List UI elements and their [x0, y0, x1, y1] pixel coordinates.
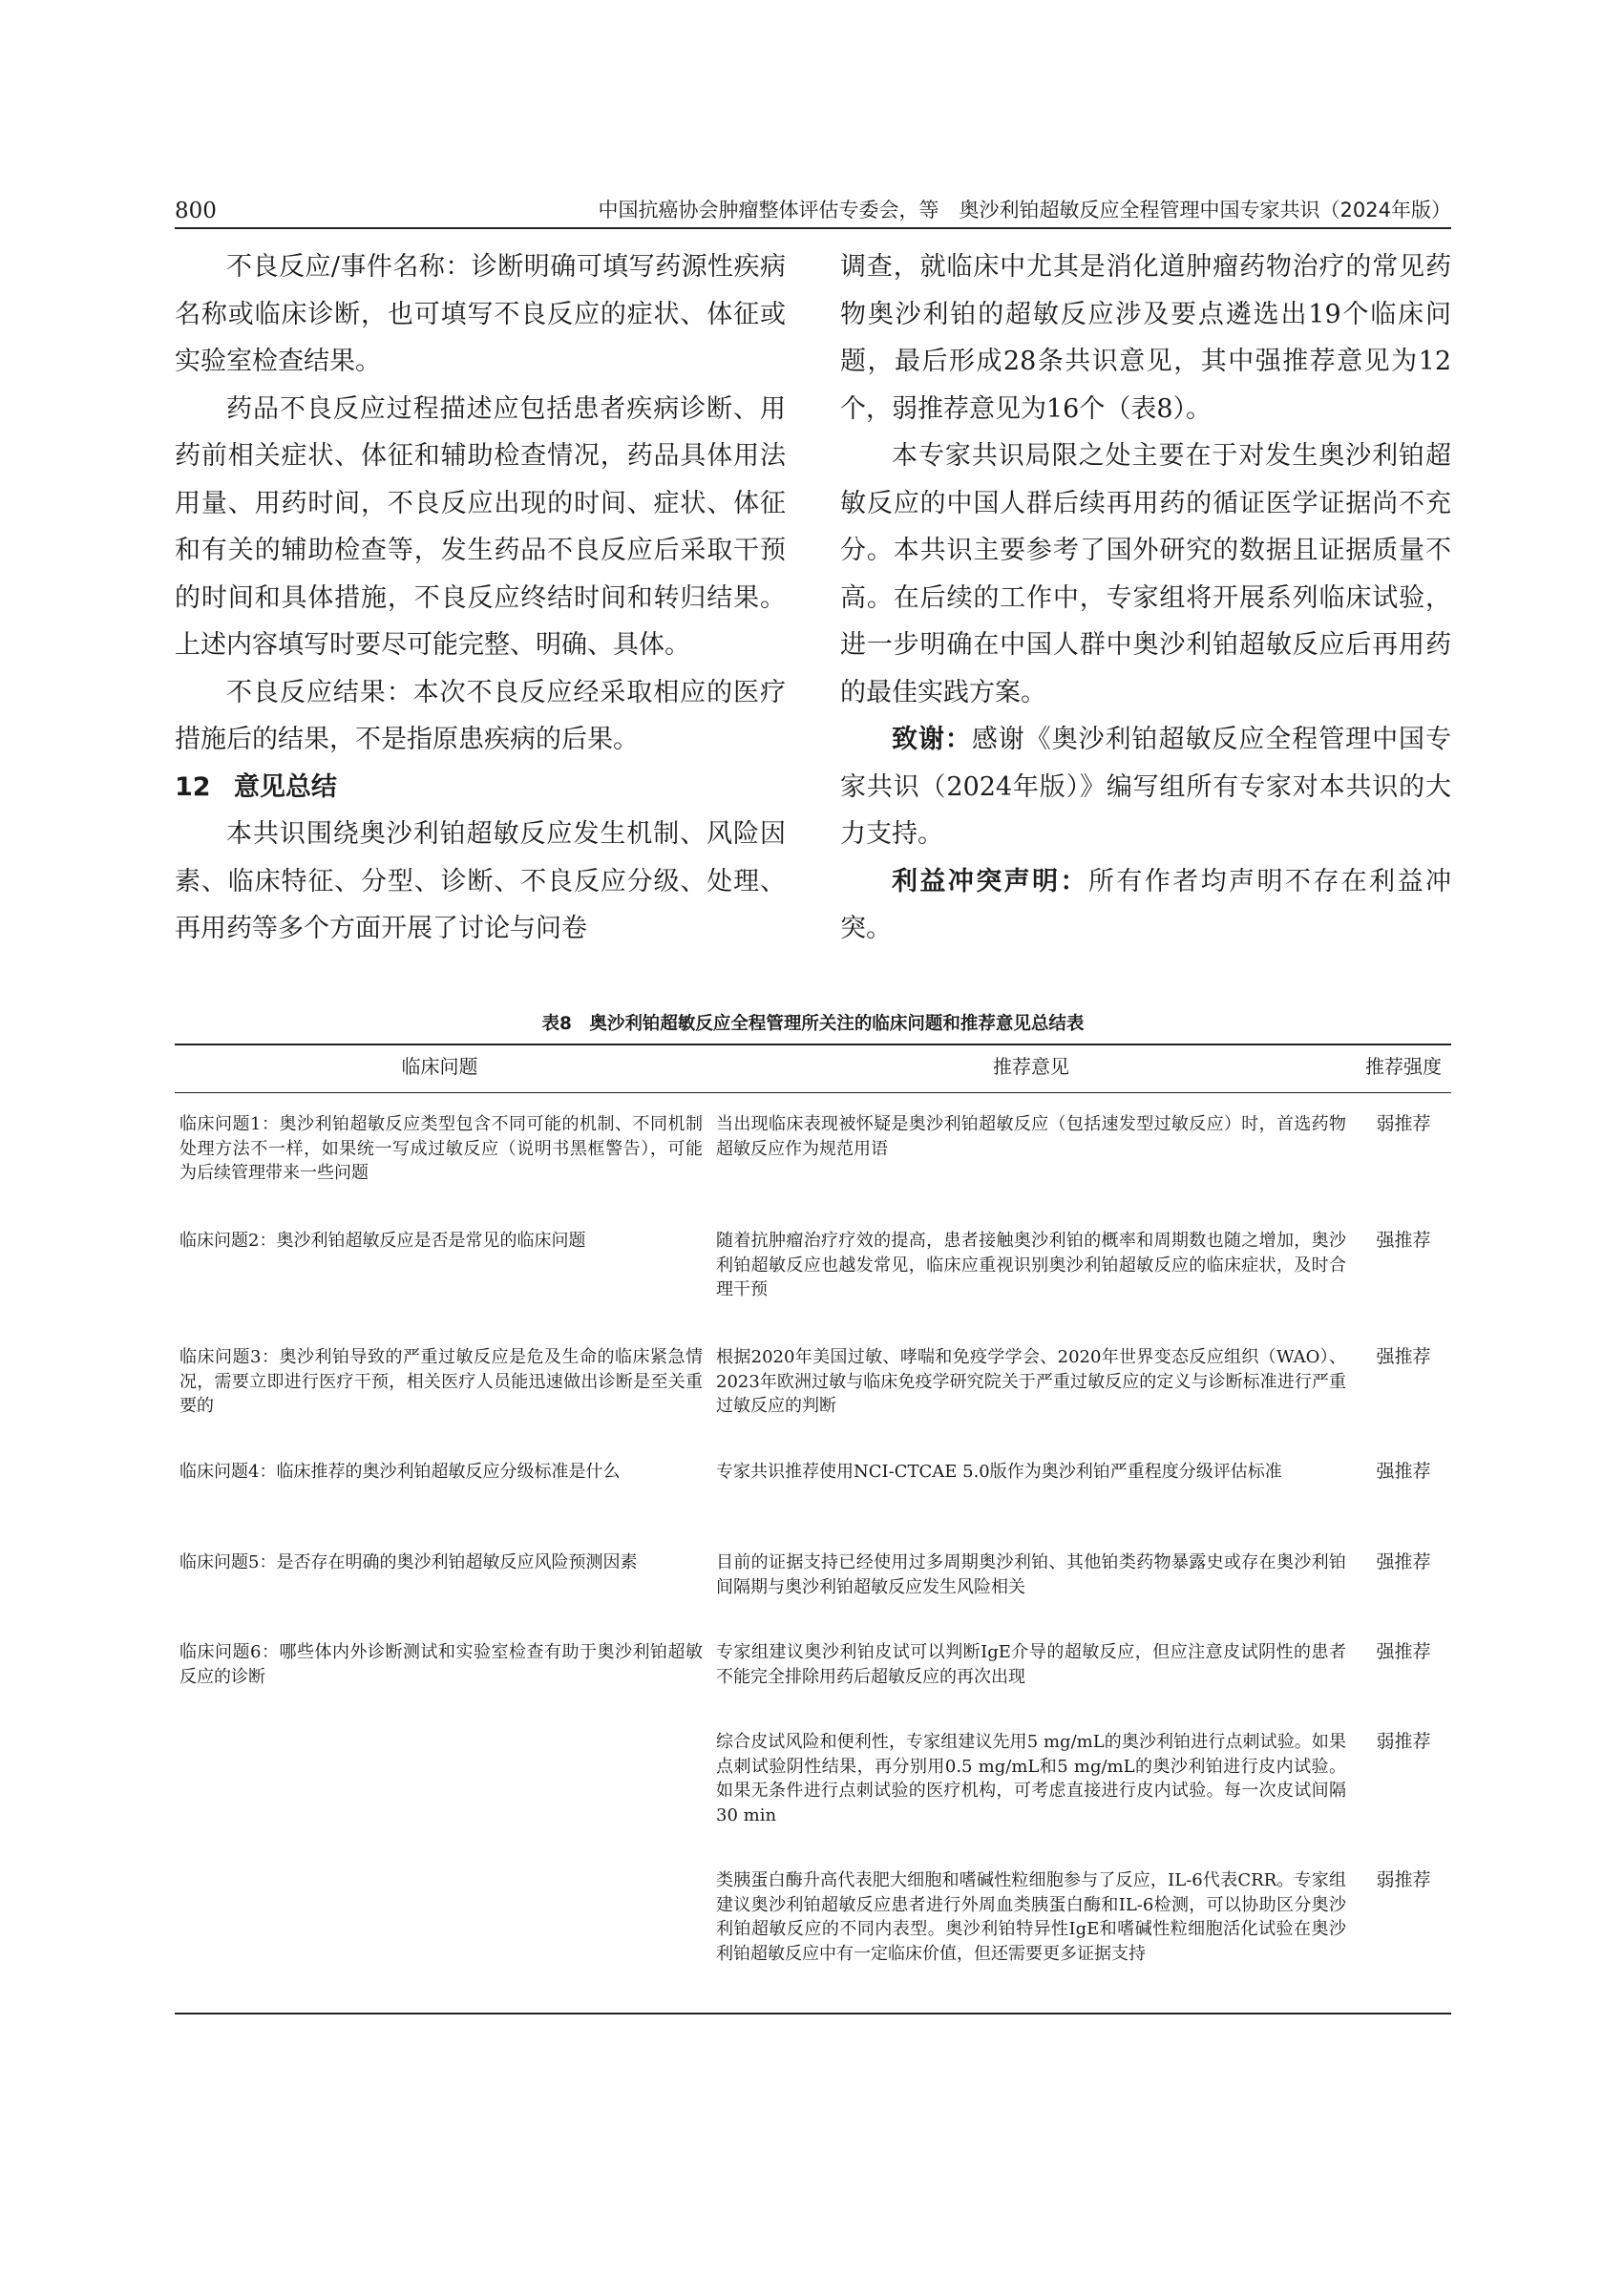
table-cell-question: 临床问题1：奥沙利铂超敏反应类型包含不同可能的机制、不同机制处理方法不一样，如果统一写成过敏反应（说明书黑框警告），可能为后续管理带来一些问题 [179, 1114, 703, 1183]
column-header-strength: 推荐强度 [1365, 1055, 1442, 1078]
table-cell-strength: 强推荐 [1376, 1346, 1431, 1367]
right-column [840, 243, 1451, 953]
running-header [175, 189, 1451, 223]
acknowledgement-label: 致谢： [892, 725, 972, 754]
table-top-rule [175, 1044, 1451, 1045]
table-cell-strength: 弱推荐 [1376, 1113, 1431, 1134]
table-cell-strength: 强推荐 [1376, 1551, 1431, 1572]
section-title: 意见总结 [233, 771, 337, 802]
table-cell-question: 临床问题3：奥沙利铂导致的严重过敏反应是危及生命的临床紧急情况，需要立即进行医疗干预，相关医疗人员能迅速做出诊断是至关重要的 [179, 1347, 703, 1416]
table-cell-strength: 弱推荐 [1376, 1731, 1431, 1752]
page-number: 800 [175, 199, 217, 223]
acknowledgement [840, 716, 1451, 858]
table-cell-recommendation: 当出现临床表现被怀疑是奥沙利铂超敏反应（包括速发型过敏反应）时，首选药物超敏反应作为规范用语 [716, 1114, 1346, 1159]
conflict-label: 利益冲突声明： [892, 866, 1088, 896]
table-cell-recommendation: 随着抗肿瘤治疗疗效的提高，患者接触奥沙利铂的概率和周期数也随之增加，奥沙利铂超敏反应也越发常见，临床应重视识别奥沙利铂超敏反应的临床症状，及时合理干预 [716, 1231, 1346, 1299]
acknowledgement-text: 感谢《奥沙利铂超敏反应全程管理中国专家共识（2024年版）》编写组所有专家对本共识的大力支持。 [840, 725, 1452, 849]
conflict-of-interest [840, 858, 1451, 953]
table-cell-recommendation: 综合皮试风险和便利性，专家组建议先用5 mg/mL的奥沙利铂进行点刺试验。如果点刺试验阴性结果，再分别用0.5 mg/mL和5 mg/mL的奥沙利铂进行皮内试验。如果无条件进行点刺试验的医疗机构，可考虑直接进行皮内试验。每一次皮试间隔30 min [716, 1732, 1346, 1825]
section-heading [175, 764, 786, 812]
paragraph: 不良反应/事件名称：诊断明确可填写药源性疾病名称或临床诊断，也可填写不良反应的症状、体征或实验室检查结果。 [175, 252, 786, 376]
column-header-recommendation: 推荐意见 [993, 1055, 1069, 1078]
table-cell-strength: 弱推荐 [1376, 1869, 1431, 1890]
table-cell-recommendation: 根据2020年美国过敏、哮喘和免疫学学会、2020年世界变态反应组织（WAO）、2023年欧洲过敏与临床免疫学研究院关于严重过敏反应的定义与诊断标准进行严重过敏反应的判断 [716, 1347, 1346, 1416]
table-cell-recommendation: 专家组建议奥沙利铂皮试可以判断IgE介导的超敏反应，但应注意皮试阴性的患者不能完全排除用药后超敏反应的再次出现 [716, 1642, 1346, 1687]
table-cell-strength: 强推荐 [1376, 1461, 1431, 1482]
table-cell-recommendation: 目前的证据支持已经使用过多周期奥沙利铂、其他铂类药物暴露史或存在奥沙利铂间隔期与奥沙利铂超敏反应发生风险相关 [716, 1552, 1346, 1597]
paragraph: 不良反应结果：本次不良反应经采取相应的医疗措施后的结果，不是指原患疾病的后果。 [175, 677, 786, 754]
table-cell-recommendation: 类胰蛋白酶升高代表肥大细胞和嗜碱性粒细胞参与了反应，IL-6代表CRR。专家组建议奥沙利铂超敏反应患者进行外周血类胰蛋白酶和IL-6检测，可以协助区分奥沙利铂超敏反应的不同内表型。奥沙利铂特异性IgE和嗜碱性粒细胞活化试验在奥沙利铂超敏反应中有一定临床价值，但还需要更多证据支持 [716, 1870, 1346, 1964]
paragraph: 本共识围绕奥沙利铂超敏反应发生机制、风险因素、临床特征、分型、诊断、不良反应分级、处理、再用药等多个方面开展了讨论与问卷 [175, 819, 786, 943]
table-cell-question: 临床问题5：是否存在明确的奥沙利铂超敏反应风险预测因素 [179, 1552, 638, 1572]
table-cell-strength: 强推荐 [1376, 1230, 1431, 1251]
paragraph: 本专家共识局限之处主要在于对发生奥沙利铂超敏反应的中国人群后续再用药的循证医学证据尚不充分。本共识主要参考了国外研究的数据且证据质量不高。在后续的工作中，专家组将开展系列临床试验，进一步明确在中国人群中奥沙利铂超敏反应后再用药的最佳实践方案。 [840, 441, 1451, 707]
table-cell-recommendation: 专家共识推荐使用NCI-CTCAE 5.0版作为奥沙利铂严重程度分级评估标准 [716, 1462, 1282, 1482]
table-cell-question: 临床问题2：奥沙利铂超敏反应是否是常见的临床问题 [179, 1231, 586, 1251]
conflict-text: 所有作者均声明不存在利益冲突。 [840, 866, 1452, 943]
table-cell-question: 临床问题4：临床推荐的奥沙利铂超敏反应分级标准是什么 [179, 1462, 621, 1482]
table-bottom-rule [175, 2013, 1451, 2014]
left-column [175, 243, 786, 953]
table-caption: 表8 奥沙利铂超敏反应全程管理所关注的临床问题和推荐意见总结表 [541, 1014, 1085, 1034]
running-title: 中国抗癌协会肿瘤整体评估专委会，等 奥沙利铂超敏反应全程管理中国专家共识（2024年版） [598, 199, 1451, 221]
paragraph: 调查，就临床中尤其是消化道肿瘤药物治疗的常见药物奥沙利铂的超敏反应涉及要点遴选出19个临床问题，最后形成28条共识意见，其中强推荐意见为12个，弱推荐意见为16个（表8）。 [840, 252, 1451, 424]
section-number: 12 [175, 771, 211, 802]
table-cell-strength: 强推荐 [1376, 1641, 1431, 1662]
header-rule [175, 227, 1451, 229]
paragraph: 药品不良反应过程描述应包括患者疾病诊断、用药前相关症状、体征和辅助检查情况，药品具体用法用量、用药时间，不良反应出现的时间、症状、体征和有关的辅助检查等，发生药品不良反应后采取干预的时间和具体措施，不良反应终结时间和转归结果。上述内容填写时要尽可能完整、明确、具体。 [175, 393, 786, 660]
table-cell-question: 临床问题6：哪些体内外诊断测试和实验室检查有助于奥沙利铂超敏反应的诊断 [179, 1642, 703, 1687]
column-header-question: 临床问题 [401, 1055, 478, 1078]
table-header-rule [175, 1092, 1451, 1093]
